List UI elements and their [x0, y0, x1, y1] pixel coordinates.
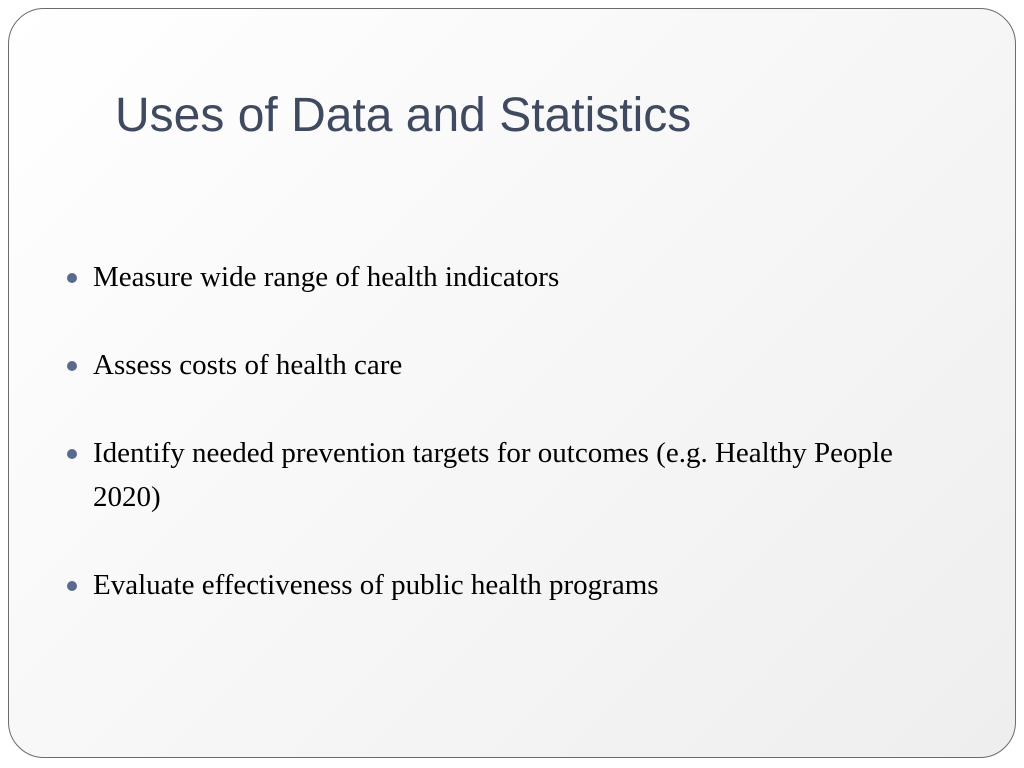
bullet-text: Evaluate effectiveness of public health programs — [93, 569, 659, 601]
slide-title: Uses of Data and Statistics — [115, 89, 692, 142]
bullet-item — [65, 255, 965, 299]
bullet-text: Identify needed prevention targets for outcomes (e.g. Healthy People 2020) — [93, 437, 893, 513]
bullet-dot-icon — [67, 273, 77, 283]
bullet-text: Assess costs of health care — [93, 349, 403, 381]
slide — [8, 8, 1016, 758]
bullet-dot-icon — [67, 361, 77, 371]
bullet-text: Measure wide range of health indicators — [93, 261, 560, 293]
bullet-item — [65, 343, 965, 387]
bullet-item — [65, 563, 965, 607]
bullet-item — [65, 431, 965, 519]
bullet-dot-icon — [67, 449, 77, 459]
bullet-list — [65, 255, 965, 651]
bullet-dot-icon — [67, 581, 77, 591]
